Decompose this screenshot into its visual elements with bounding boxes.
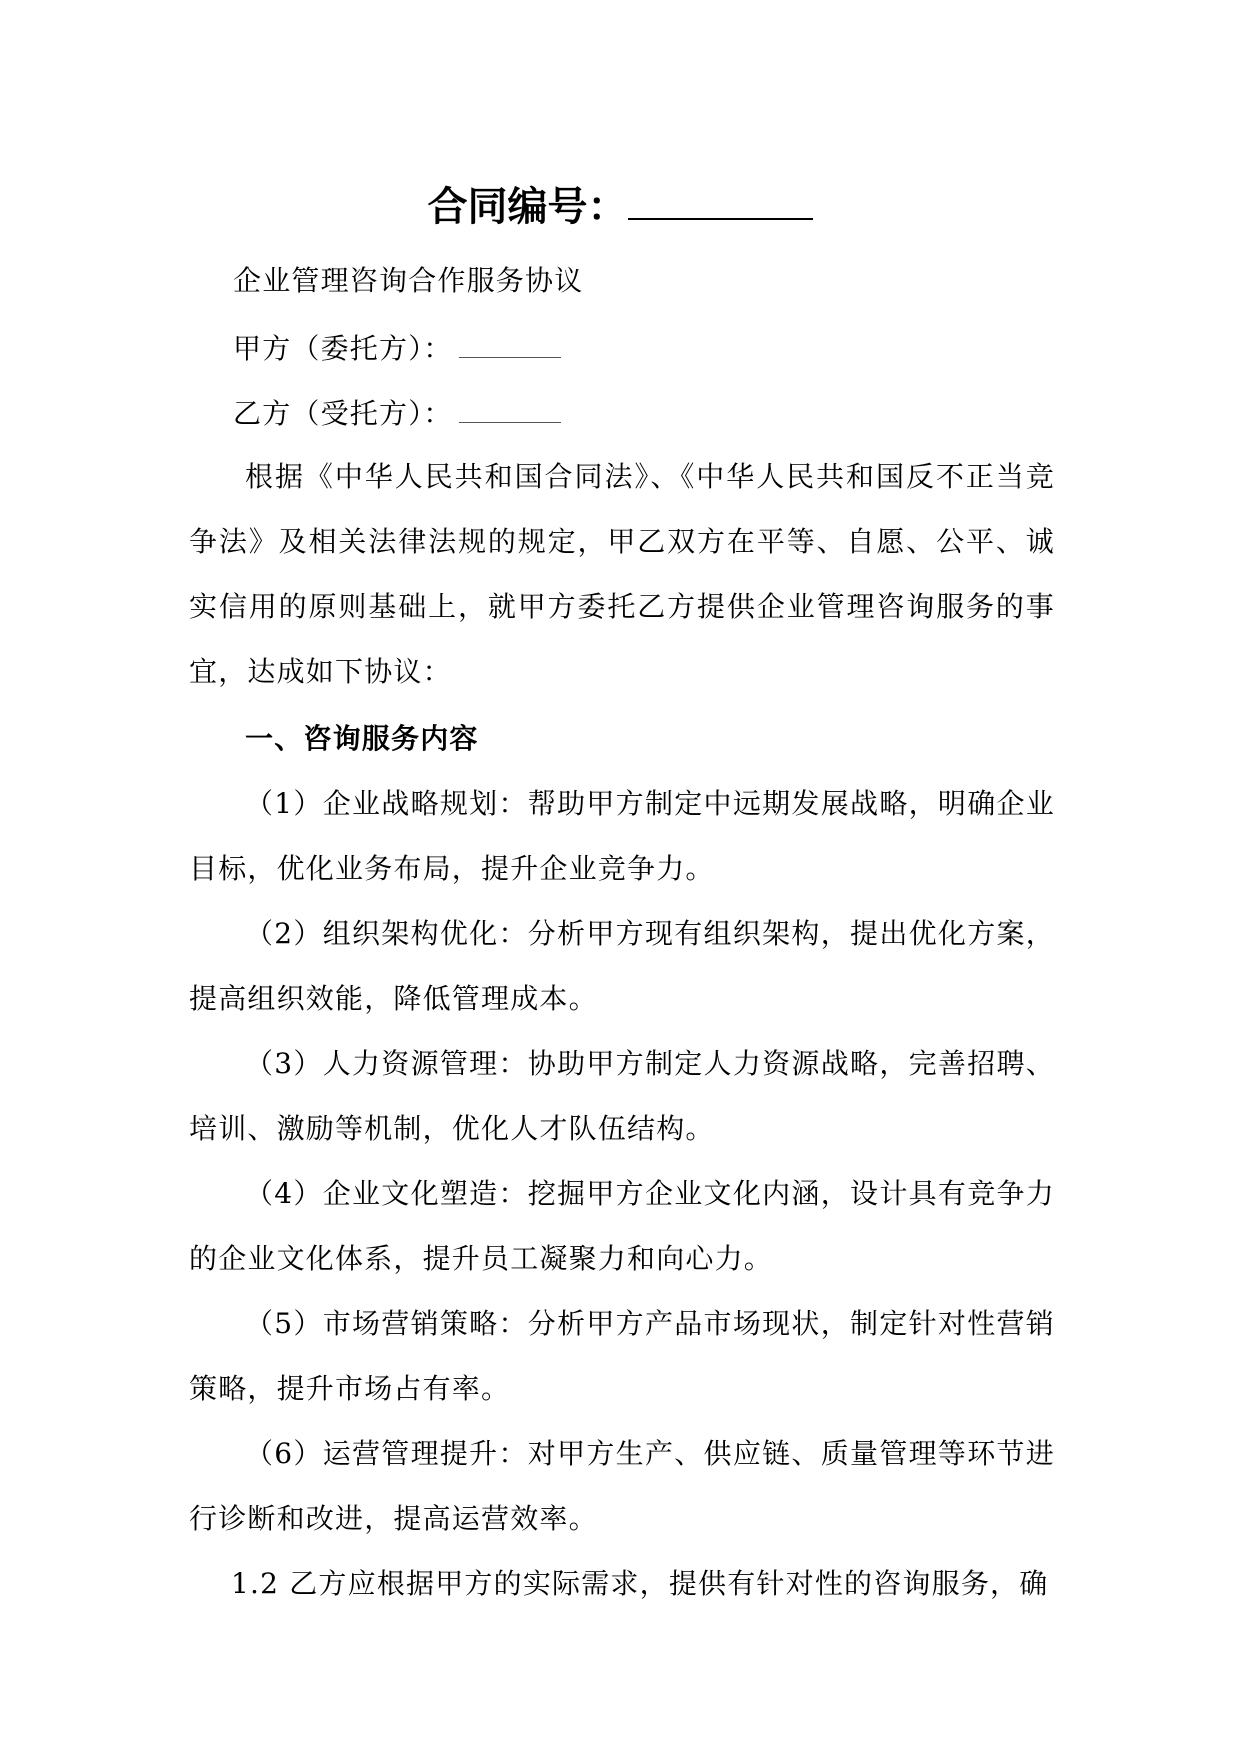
party-a-label: 甲方（委托方）： — [233, 332, 453, 365]
section-heading: 一、咨询服务内容 — [245, 722, 479, 755]
service-item-6: （6）运营管理提升：对甲方生产、供应链、质量管理等环节进行诊断和改进，提高运营效率。 — [189, 1437, 1055, 1535]
service-item-5: （5）市场营销策略：分析甲方产品市场现状，制定针对性营销策略，提升市场占有率。 — [189, 1307, 1055, 1405]
preamble-paragraph: 根据《中华人民共和国合同法》、《中华人民共和国反不正当竞争法》及相关法律法规的规定，甲乙双方在平等、自愿、公平、诚实信用的原则基础上，就甲方委托乙方提供企业管理咨询服务的事宜，达成如下协议： — [189, 460, 1055, 688]
contract-number-blank — [628, 172, 813, 220]
service-item-1: （1）企业战略规划：帮助甲方制定中远期发展战略，明确企业目标，优化业务布局，提升企业竞争力。 — [189, 787, 1055, 885]
party-a-blank — [459, 327, 561, 358]
service-item-3: （3）人力资源管理：协助甲方制定人力资源战略，完善招聘、培训、激励等机制，优化人才队伍结构。 — [189, 1047, 1055, 1145]
service-item-2: （2）组织架构优化：分析甲方现有组织架构，提出优化方案，提高组织效能，降低管理成本。 — [189, 917, 1055, 1015]
party-b-blank — [459, 392, 561, 423]
party-a-line — [233, 327, 561, 369]
contract-number-title — [0, 172, 1240, 235]
party-b-label: 乙方（受托方）： — [233, 397, 453, 430]
clause-1-2: 1.2 乙方应根据甲方的实际需求，提供有针对性的咨询服务，确 — [231, 1567, 1049, 1600]
contract-number-label: 合同编号： — [427, 184, 628, 230]
party-b-line — [233, 392, 561, 434]
service-item-4: （4）企业文化塑造：挖掘甲方企业文化内涵，设计具有竞争力的企业文化体系，提升员工凝聚力和向心力。 — [189, 1177, 1055, 1275]
agreement-subject: 企业管理咨询合作服务协议 — [233, 264, 584, 297]
